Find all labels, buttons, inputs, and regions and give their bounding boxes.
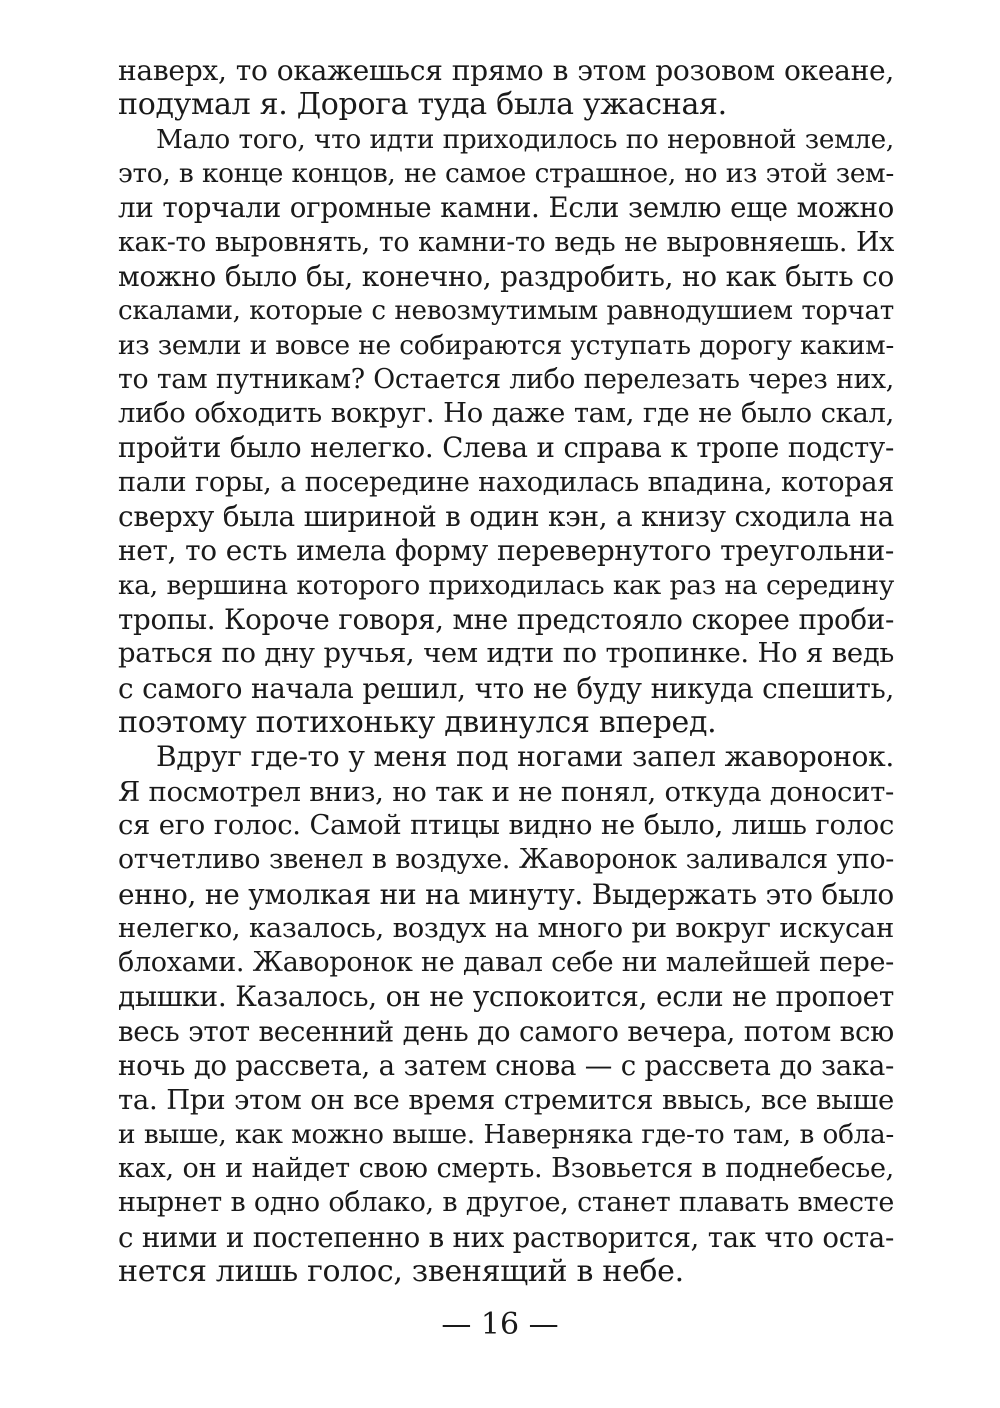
text-line: блохами. Жаворонок не давал себе ни малейшей пере- — [118, 947, 894, 978]
text-line: то там путникам? Остается либо перелезать через них, — [118, 364, 894, 395]
text-line: можно было бы, конечно, раздробить, но как быть со — [118, 260, 894, 293]
text-line: как-то выровнять, то камни-то ведь не выровняешь. Их — [118, 227, 894, 258]
text-line: либо обходить вокруг. Но даже там, где не было скал, — [118, 398, 894, 429]
text-line: нет, то есть имела форму перевернутого треугольни- — [118, 534, 894, 567]
text-line: сверху была шириной в один кэн, а книзу сходила на — [118, 500, 894, 533]
text-line: енно, не умолкая ни на минуту. Выдержать это было — [118, 878, 894, 911]
text-line: Вдруг где-то у меня под ногами запел жаворонок. — [156, 740, 894, 773]
text-line: с ними и постепенно в них растворится, так что оста- — [118, 1221, 894, 1254]
text-line: и выше, как можно выше. Наверняка где-то там, в обла- — [118, 1120, 894, 1150]
text-line: тропы. Короче говоря, мне предстояло скорее проби- — [118, 603, 894, 636]
text-line: подумал я. Дорога туда была ужасная. — [118, 87, 727, 122]
text-line: из земли и вовсе не собираются уступать дорогу каким- — [118, 330, 894, 361]
page-number: — 16 — — [441, 1307, 559, 1342]
text-line: скалами, которые с невозмутимым равнодушием торчат — [118, 296, 894, 326]
text-line: с самого начала решил, что не буду никуда спешить, — [118, 672, 894, 705]
text-line: та. При этом он все время стремится ввысь, все выше — [118, 1084, 894, 1116]
text-line: поэтому потихоньку двинулся вперед. — [118, 705, 717, 740]
text-line: это, в конце концов, не самое страшное, но из этой зем- — [118, 158, 894, 189]
text-line: раться по дну ручья, чем идти по тропинке. Но я ведь — [118, 638, 894, 669]
text-line: нется лишь голос, звенящий в небе. — [118, 1254, 684, 1289]
text-line: пали горы, а посередине находилась впадина, которая — [118, 467, 894, 498]
text-line: ка, вершина которого приходилась как раз на середину — [118, 570, 894, 601]
text-line: ночь до рассвета, а затем снова — с рассвета до зака- — [118, 1049, 894, 1082]
text-line: пройти было нелегко. Слева и справа к тропе подсту- — [118, 431, 894, 464]
text-line: дышки. Казалось, он не успокоится, если не пропоет — [118, 980, 894, 1013]
text-line: нырнет в одно облако, в другое, станет плавать вместе — [118, 1187, 894, 1218]
text-line: Мало того, что идти приходилось по неровной земле, — [156, 125, 894, 155]
text-line: ся его голос. Самой птицы видно не было, лишь голос — [118, 810, 894, 841]
text-line: ли торчали огромные камни. Если землю еще можно — [118, 191, 894, 224]
text-line: отчетливо звенел в воздухе. Жаворонок заливался упо- — [118, 844, 894, 875]
text-line: Я посмотрел вниз, но так и не понял, откуда доносит- — [118, 776, 894, 808]
text-line: наверх, то окажешься прямо в этом розовом океане, — [118, 54, 894, 87]
text-line: ках, он и найдет свою смерть. Взовьется в поднебесье, — [118, 1153, 894, 1184]
text-line: нелегко, казалось, воздух на много ри вокруг искусан — [118, 913, 894, 944]
text-line: весь этот весенний день до самого вечера, потом всю — [118, 1015, 894, 1048]
